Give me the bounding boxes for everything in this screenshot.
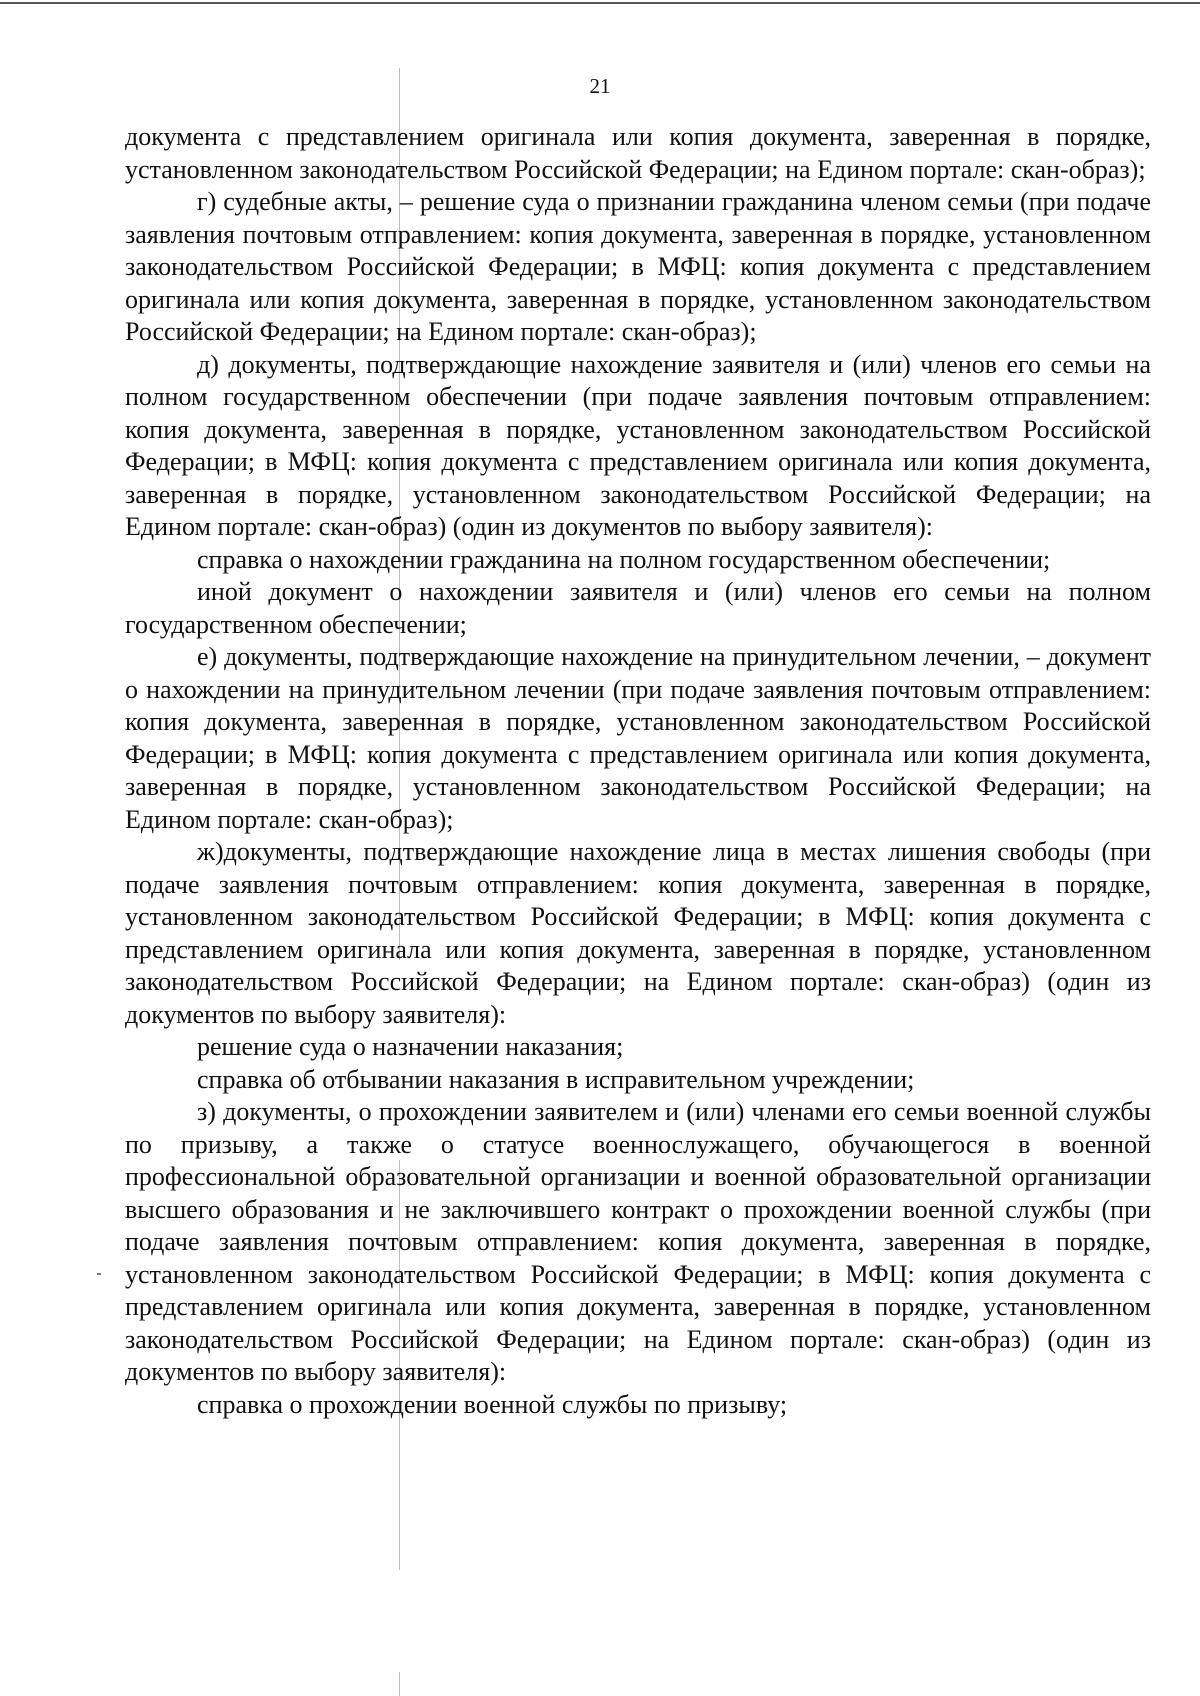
paragraph: е) документы, подтверждающие нахождение на принудительном лечении, – документ о нахождении на принудительном лечении (при подаче заявления почтовым отправлением: копия документа, заверенная в порядке, установленном законодательством Российской Федерации; в МФЦ: копия документа с представлением оригинала или копия документа, заверенная в порядке, установленном законодательством Российской Федерации; на Едином портале: скан-образ); [125,642,1151,834]
document-body [125,121,1151,1421]
scan-artifact-line [399,1672,400,1696]
scan-artifact-dot [97,1273,101,1275]
paragraph: д) документы, подтверждающие нахождение заявителя и (или) членов его семьи на полном государственном обеспечении (при подаче заявления почтовым отправлением: копия документа, заверенная в порядке, установленном законодательством Российской Федерации; в МФЦ: копия документа с представлением оригинала или копия документа, заверенная в порядке, установленном законодательством Российской Федерации; на Едином портале: скан-образ) (один из документов по выбору заявителя): [125,349,1151,541]
paragraph: справка об отбывании наказания в исправительном учреждении; [197,1064,915,1094]
paragraph: з) документы, о прохождении заявителем и (или) членами его семьи военной службы по призыву, а также о статусе военнослужащего, обучающегося в военной профессиональной образовательной организации и военной образовательной организации высшего образования и не заключившего контракт о прохождении военной службы (при подаче заявления почтовым отправлением: копия документа, заверенная в порядке, установленном законодательством Российской Федерации; в МФЦ: копия документа с представлением оригинала или копия документа, заверенная в порядке, установленном законодательством Российской Федерации; на Едином портале: скан-образ) (один из документов по выбору заявителя): [125,1097,1151,1386]
top-border-line [0,2,1200,4]
page-number: 21 [589,74,611,98]
paragraph: г) судебные акты, – решение суда о признании гражданина членом семьи (при подаче заявления почтовым отправлением: копия документа, заверенная в порядке, установленном законодательством Российской Федерации; в МФЦ: копия документа с представлением оригинала или копия документа, заверенная в порядке, установленном законодательством Российской Федерации; на Едином портале: скан-образ); [125,187,1151,346]
paragraph: решение суда о назначении наказания; [197,1032,624,1061]
paragraph: справка о прохождении военной службы по призыву; [197,1389,788,1419]
paragraph: документа с представлением оригинала или копия документа, заверенная в порядке, установленном законодательством Российской Федерации; на Едином портале: скан-образ); [125,122,1151,184]
paragraph: ж)документы, подтверждающие нахождение лица в местах лишения свободы (при подаче заявления почтовым отправлением: копия документа, заверенная в порядке, установленном законодательством Российской Федерации; в МФЦ: копия документа с представлением оригинала или копия документа, заверенная в порядке, установленном законодательством Российской Федерации; на Едином портале: скан-образ) (один из документов по выбору заявителя): [125,837,1151,1029]
paragraph: иной документ о нахождении заявителя и (или) членов его семьи на полном государственном обеспечении; [125,577,1151,639]
paragraph: справка о нахождении гражданина на полном государственном обеспечении; [197,544,1051,574]
